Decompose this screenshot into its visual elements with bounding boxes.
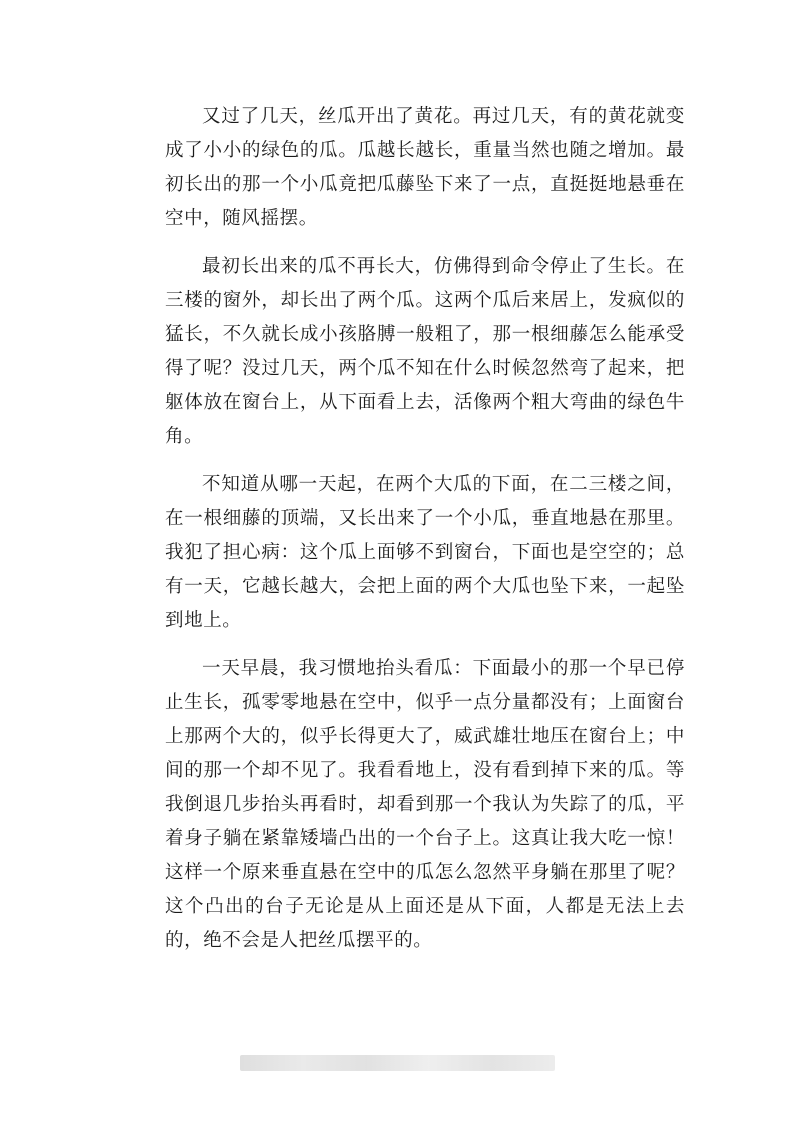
- paragraph-3: 不知道从哪一天起，在两个大瓜的下面，在二三楼之间，在一根细藤的顶端，又长出来了一个小瓜，垂直地悬在那里。我犯了担心病：这个瓜上面够不到窗台，下面也是空空的；总有一天，它越长越大，会把上面的两个大瓜也坠下来，一起坠到地上。: [165, 474, 685, 631]
- paragraph-1: 又过了几天，丝瓜开出了黄花。再过几天，有的黄花就变成了小小的绿色的瓜。瓜越长越长，重量当然也随之增加。最初长出的那一个小瓜竟把瓜藤坠下来了一点，直挺挺地悬垂在空中，随风摇摆。: [165, 106, 685, 229]
- paragraph-4: 一天早晨，我习惯地抬头看瓜：下面最小的那一个早已停止生长，孤零零地悬在空中，似乎一点分量都没有；上面窗台上那两个大的，似乎长得更大了，威武雄壮地压在窗台上；中间的那一个却不见了。我看看地上，没有看到掉下来的瓜。等我倒退几步抬头再看时，却看到那一个我认为失踪了的瓜，平着身子躺在紧靠矮墙凸出的一个台子上。这真让我大吃一惊！这样一个原来垂直悬在空中的瓜怎么忽然平身躺在那里了呢？这个凸出的台子无论是从上面还是从下面，人都是无法上去的，绝不会是人把丝瓜摆平的。: [165, 658, 685, 951]
- blurred-footer-watermark: [240, 1055, 555, 1071]
- paragraph-2: 最初长出来的瓜不再长大，仿佛得到命令停止了生长。在三楼的窗外，却长出了两个瓜。这两个瓜后来居上，发疯似的猛长，不久就长成小孩胳膊一般粗了，那一根细藤怎么能承受得了呢？没过几天，两个瓜不知在什么时候忽然弯了起来，把躯体放在窗台上，从下面看上去，活像两个粗大弯曲的绿色牛角。: [165, 256, 685, 447]
- article-body: [165, 100, 685, 972]
